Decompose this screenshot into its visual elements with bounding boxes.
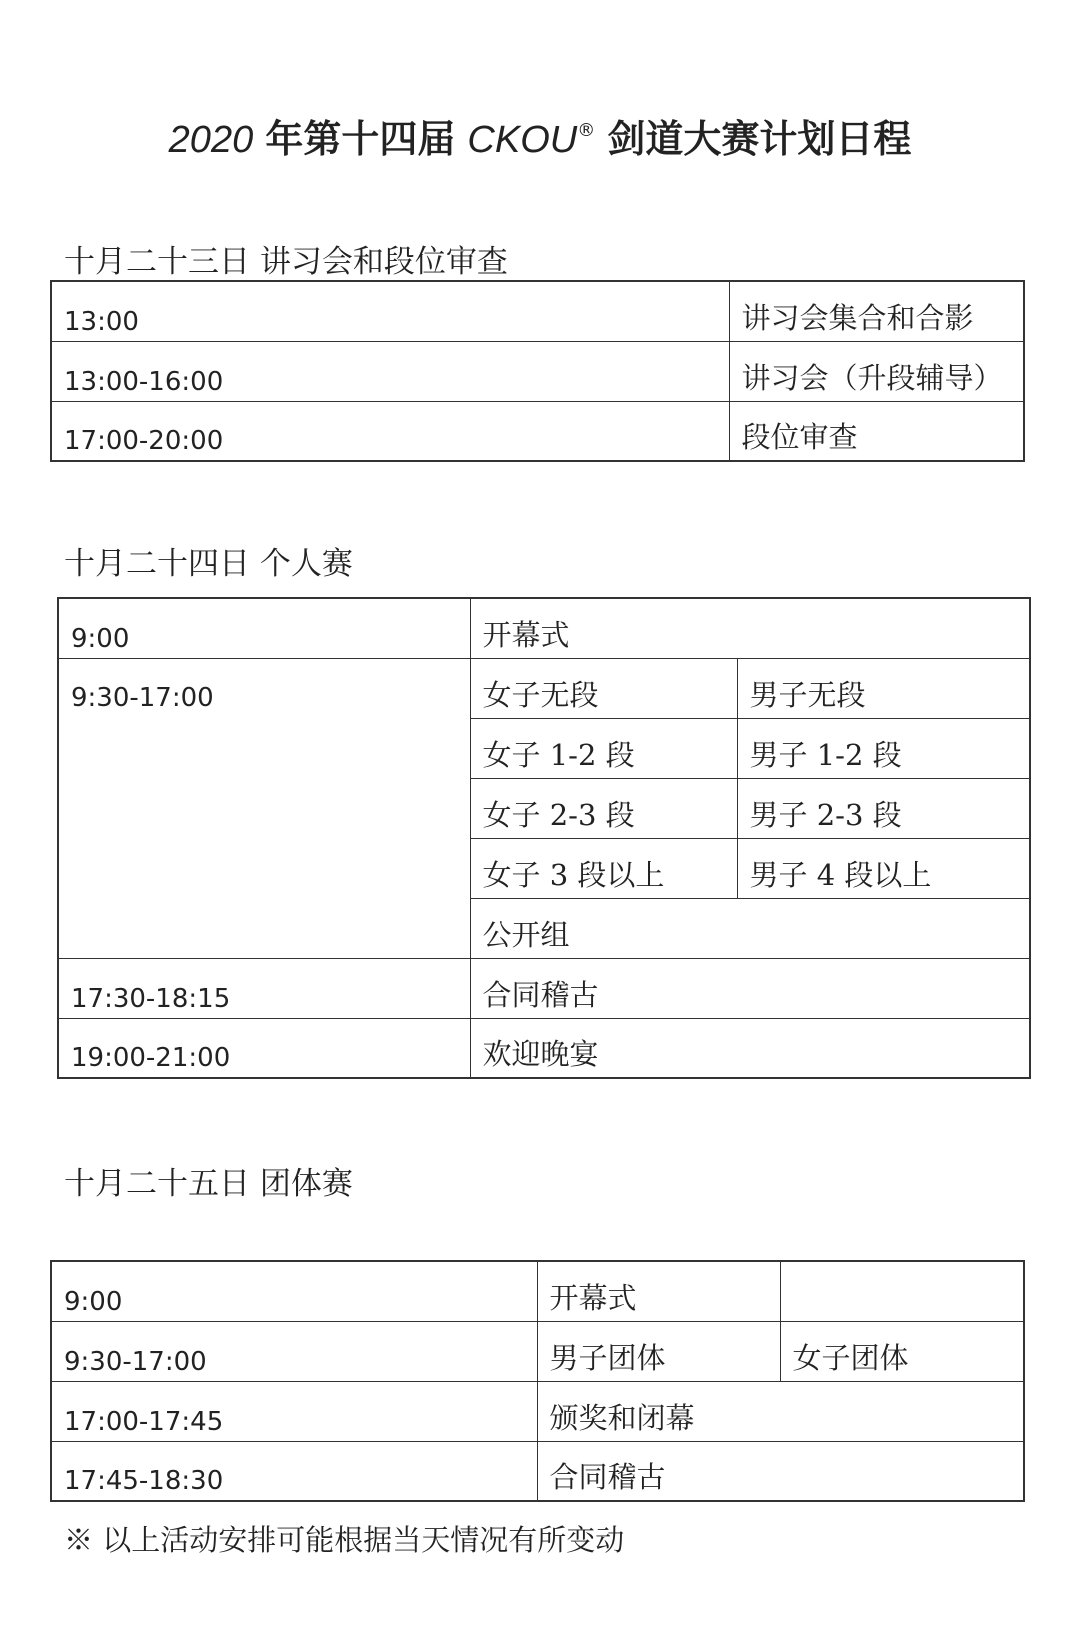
event-cell: 讲习会（升段辅导）	[729, 341, 1024, 401]
event-cell: 开幕式	[537, 1261, 780, 1321]
empty-cell	[780, 1261, 1024, 1321]
title-brand: CKOU	[467, 119, 578, 161]
women-category-cell: 女子无段	[470, 658, 737, 718]
women-category-cell: 女子 3 段以上	[470, 838, 737, 898]
day1-schedule-table	[50, 280, 1025, 462]
page-title	[0, 108, 1080, 163]
table-row	[51, 1441, 1024, 1501]
title-year: 2020	[168, 119, 254, 161]
time-cell: 9:30-17:00	[51, 1321, 537, 1381]
table-row	[51, 281, 1024, 341]
table-row	[58, 958, 1030, 1018]
event-cell: 讲习会集合和合影	[729, 281, 1024, 341]
event-cell: 段位审查	[729, 401, 1024, 461]
day2-schedule-table	[57, 597, 1031, 1079]
time-cell: 17:00-20:00	[51, 401, 729, 461]
women-team-cell: 女子团体	[780, 1321, 1024, 1381]
title-part2: 剑道大赛计划日程	[607, 117, 912, 161]
time-cell: 9:00	[58, 598, 470, 658]
men-category-cell: 男子无段	[737, 658, 1030, 718]
time-cell: 9:30-17:00	[58, 658, 470, 958]
time-cell: 19:00-21:00	[58, 1018, 470, 1078]
time-cell: 13:00-16:00	[51, 341, 729, 401]
event-cell: 合同稽古	[537, 1441, 1024, 1501]
men-category-cell: 男子 2-3 段	[737, 778, 1030, 838]
day3-schedule-table	[50, 1260, 1025, 1502]
men-category-cell: 男子 4 段以上	[737, 838, 1030, 898]
table-row	[51, 341, 1024, 401]
footnote: ※ 以上活动安排可能根据当天情况有所变动	[64, 1523, 625, 1557]
men-team-cell: 男子团体	[537, 1321, 780, 1381]
time-cell: 13:00	[51, 281, 729, 341]
time-cell: 17:30-18:15	[58, 958, 470, 1018]
table-row	[58, 1018, 1030, 1078]
event-cell: 合同稽古	[470, 958, 1030, 1018]
table-row	[51, 1321, 1024, 1381]
women-category-cell: 女子 1-2 段	[470, 718, 737, 778]
day2-heading: 十月二十四日 个人赛	[64, 546, 353, 582]
table-row	[51, 401, 1024, 461]
table-row	[58, 658, 1030, 718]
time-cell: 17:45-18:30	[51, 1441, 537, 1501]
registered-mark: ®	[577, 120, 596, 141]
women-category-cell: 女子 2-3 段	[470, 778, 737, 838]
title-part1: 年第十四届	[265, 117, 456, 161]
event-cell: 欢迎晚宴	[470, 1018, 1030, 1078]
event-cell: 颁奖和闭幕	[537, 1381, 1024, 1441]
day1-heading: 十月二十三日 讲习会和段位审查	[64, 244, 508, 280]
open-category-cell: 公开组	[470, 898, 1030, 958]
day3-heading: 十月二十五日 团体赛	[64, 1166, 353, 1202]
table-row	[58, 598, 1030, 658]
time-cell: 9:00	[51, 1261, 537, 1321]
time-cell: 17:00-17:45	[51, 1381, 537, 1441]
event-cell: 开幕式	[470, 598, 1030, 658]
table-row	[51, 1261, 1024, 1321]
men-category-cell: 男子 1-2 段	[737, 718, 1030, 778]
table-row	[51, 1381, 1024, 1441]
